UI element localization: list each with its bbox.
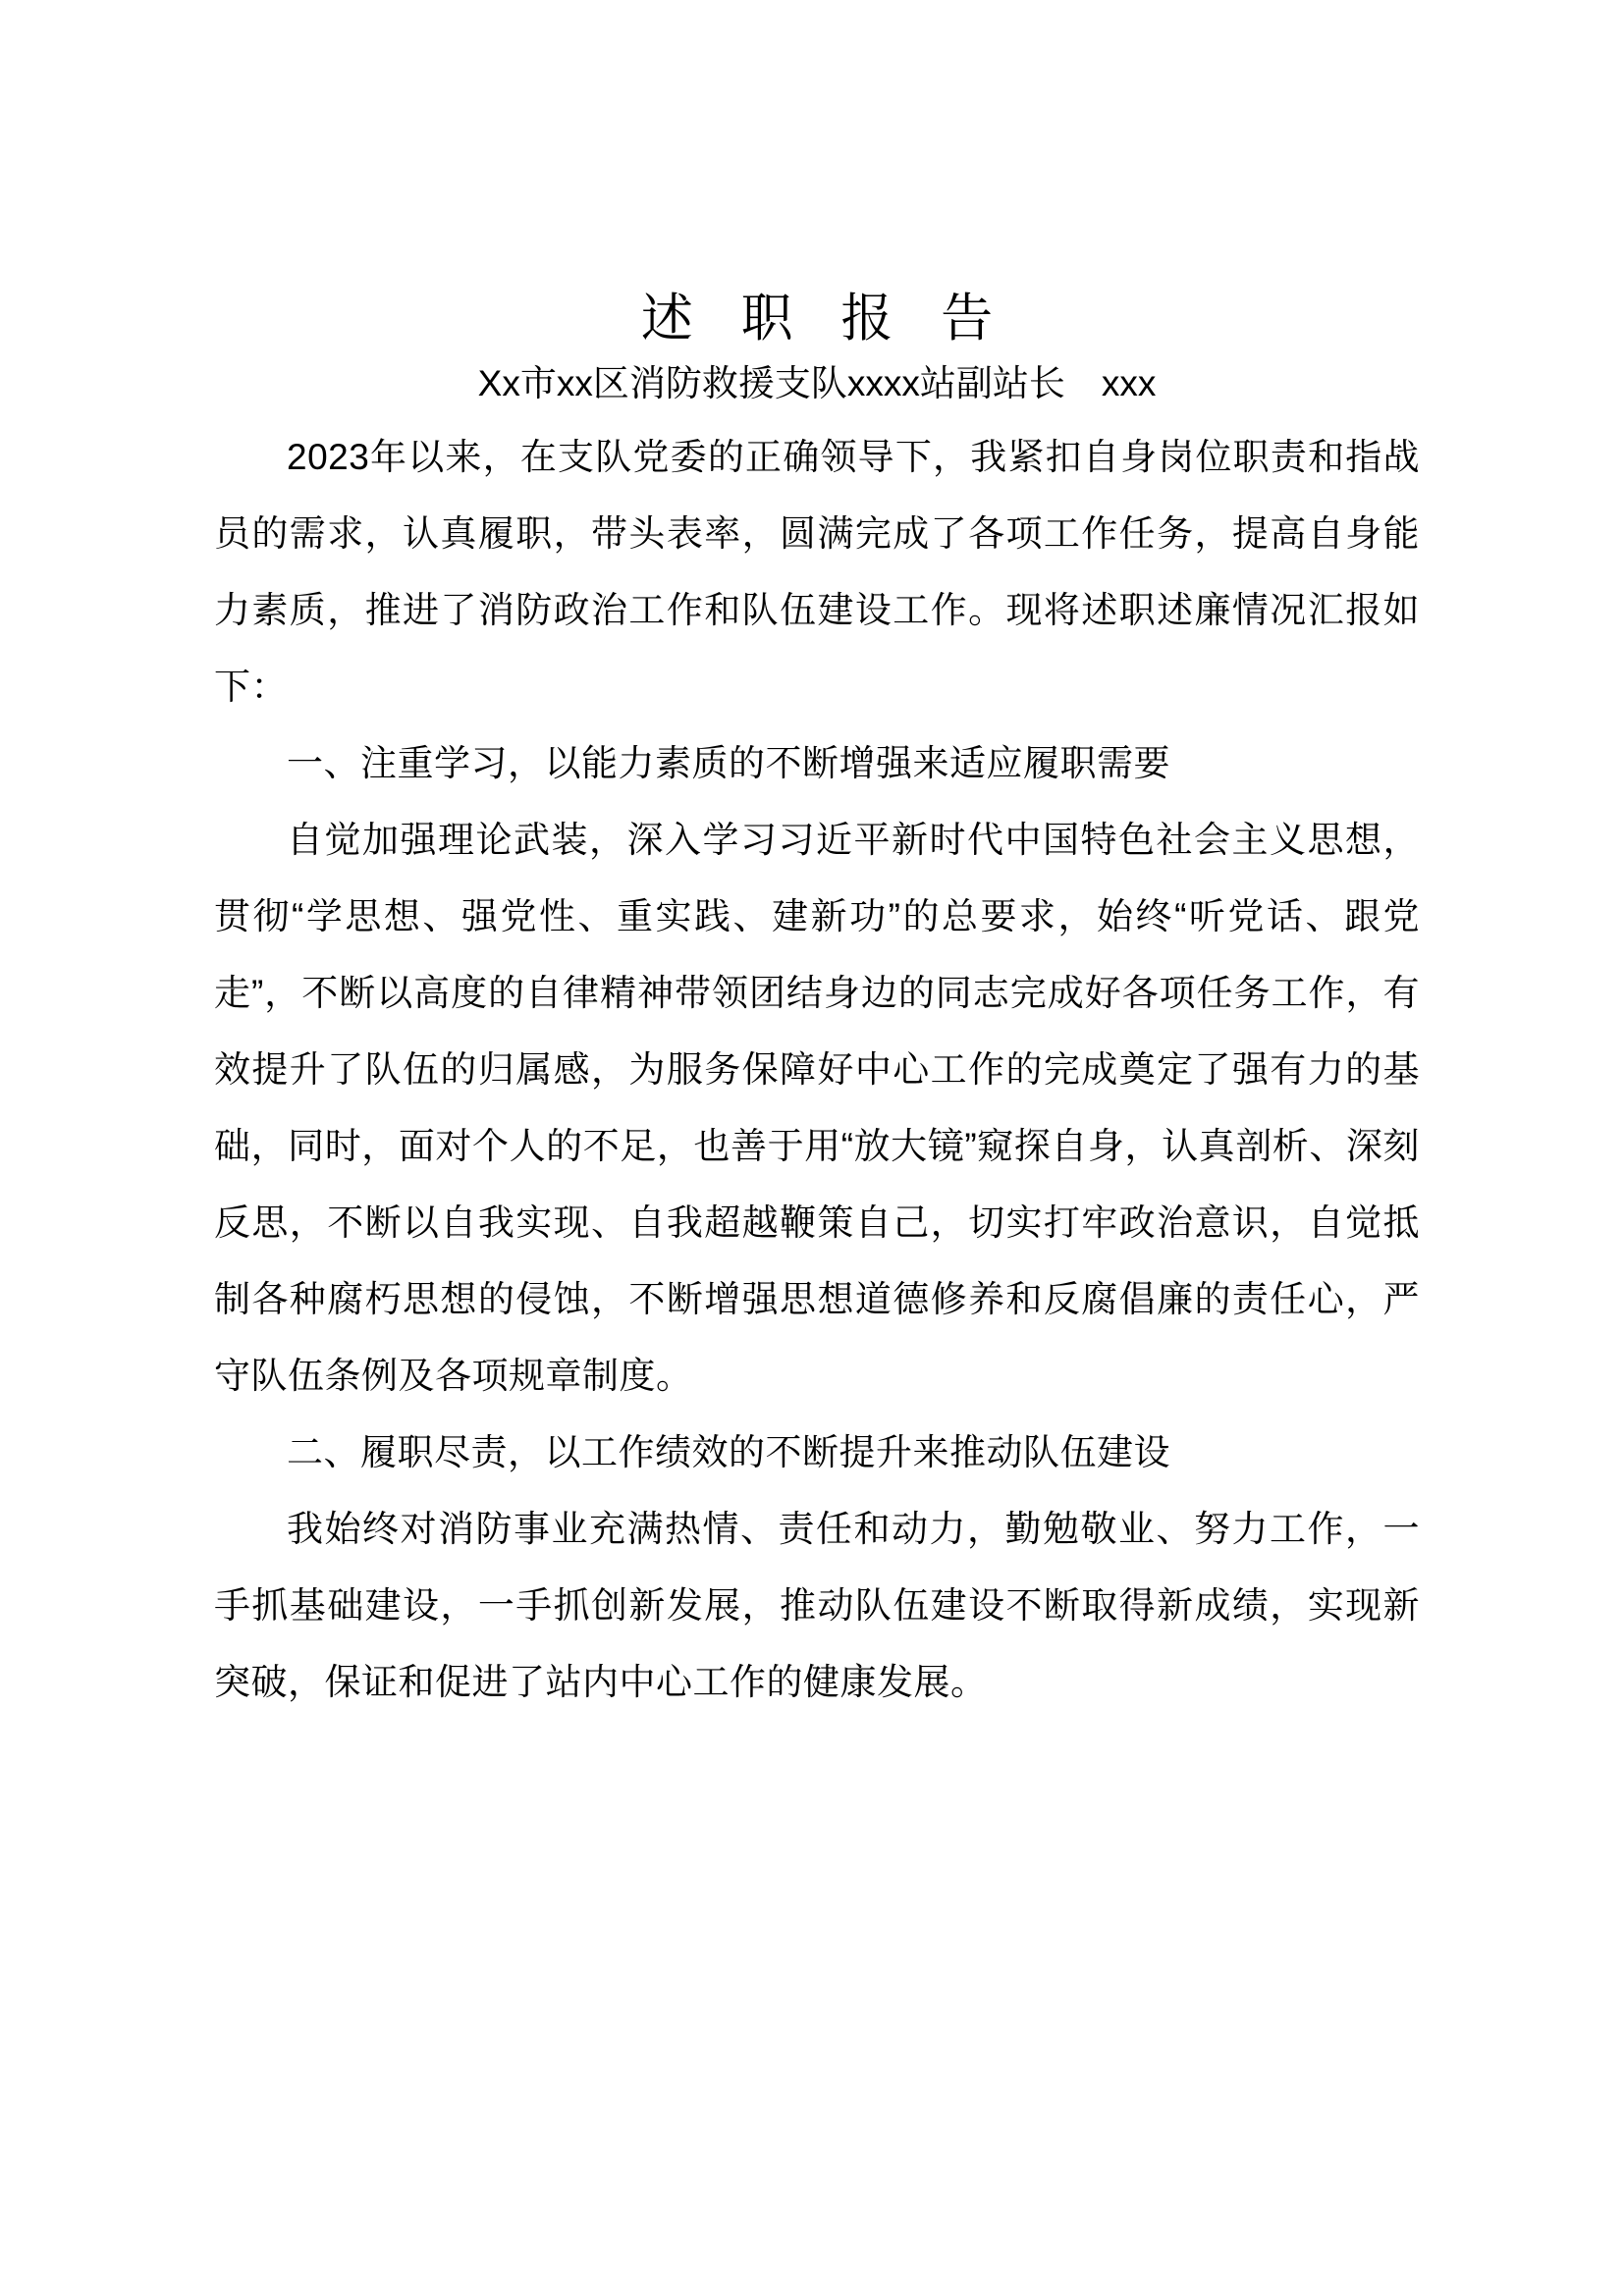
document-subtitle: Xx市xx区消防救援支队xxxx站副站长 xxx <box>477 363 1157 404</box>
section-heading-one: 一、注重学习，以能力素质的不断增强来适应履职需要 <box>287 742 1170 783</box>
section-one-paragraph: 自觉加强理论武装，深入学习习近平新时代中国特色社会主义思想，贯彻“学思想、强党性、重实践、建新功”的总要求，始终“听党话、跟党走”，不断以高度的自律精神带领团结身边的同志完成好各项任务工作，有效提升了队伍的归属感，为服务保障好中心工作的完成奠定了强有力的基础，同时，面对个人的不足，也善于用“放大镜”窥探自身，认真剖析、深刻反思，不断以自我实现、自我超越鞭策自己，切实打牢政治意识，自觉抵制各种腐朽思想的侵蚀，不断增强思想道德修养和反腐倡廉的责任心，严守队伍条例及各项规章制度。 <box>214 819 1420 1396</box>
section-two-paragraph: 我始终对消防事业充满热情、责任和动力，勤勉敬业、努力工作，一手抓基础建设，一手抓创新发展，推动队伍建设不断取得新成绩，实现新突破，保证和促进了站内中心工作的健康发展。 <box>214 1508 1420 1702</box>
page-title: 述 职 报 告 <box>640 290 1010 347</box>
document-body <box>214 0 1420 1721</box>
section-heading-two: 二、履职尽责，以工作绩效的不断提升来推动队伍建设 <box>287 1431 1170 1472</box>
intro-paragraph: 2023年以来，在支队党委的正确领导下，我紧扣自身岗位职责和指战员的需求，认真履职，带头表率，圆满完成了各项工作任务，提高自身能力素质，推进了消防政治工作和队伍建设工作。现将述职述廉情况汇报如下： <box>214 436 1420 707</box>
